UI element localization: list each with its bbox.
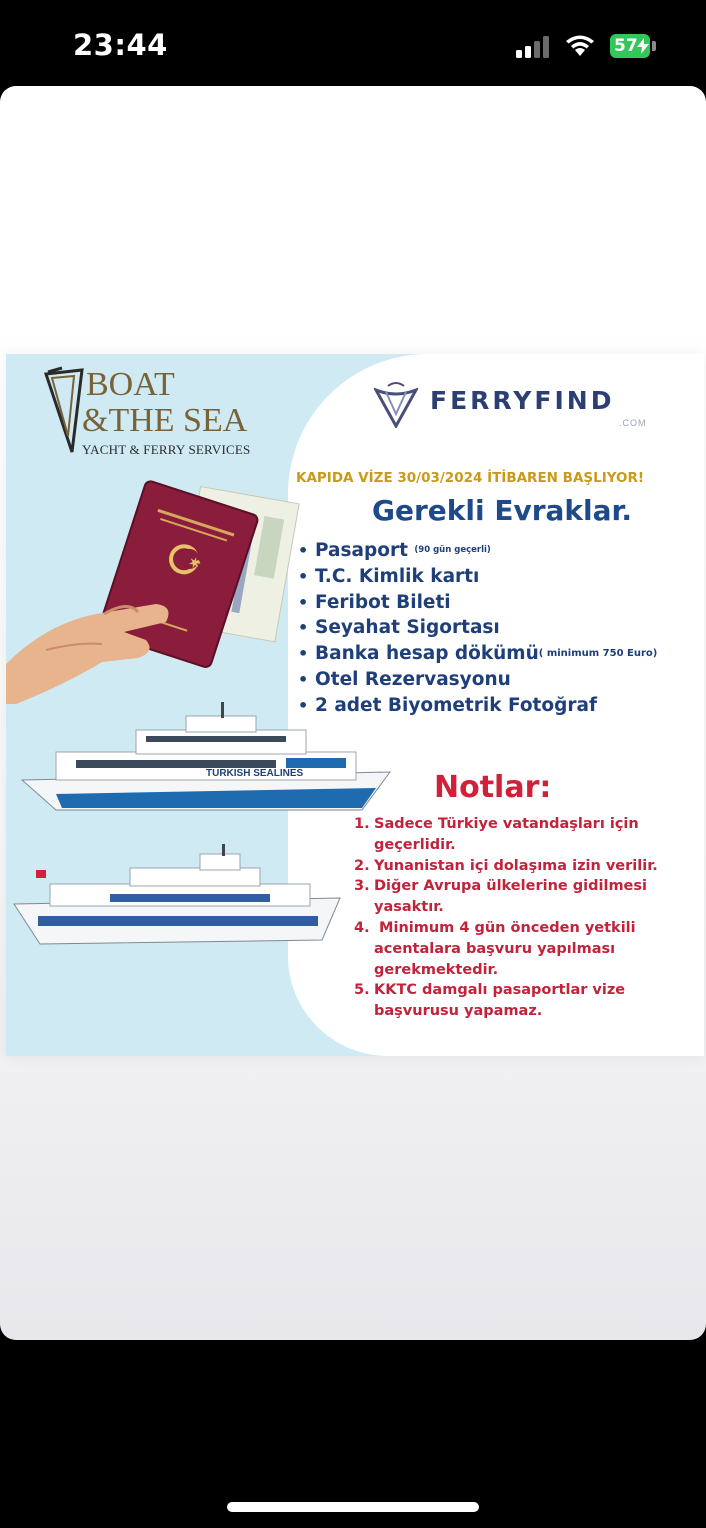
list-item: • 2 adet Biyometrik Fotoğraf (298, 693, 657, 719)
announcement-text: KAPIDA VİZE 30/03/2024 İTİBAREN BAŞLIYOR! (296, 470, 645, 486)
list-item: • Pasaport (90 gün geçerli) (298, 538, 657, 564)
logo-text-line2: &THE SEA (82, 402, 248, 439)
list-item: • Banka hesap dökümü( minimum 750 Euro) (298, 641, 657, 667)
notes-list (354, 814, 704, 1022)
battery-cap (652, 41, 656, 51)
list-item: • Feribot Bileti (298, 590, 657, 616)
documents-list (298, 538, 657, 719)
battery-level: 57 (614, 36, 638, 56)
cellular-signal-icon (516, 36, 552, 58)
logo-subtitle: YACHT & FERRY SERVICES (82, 442, 251, 457)
list-item: 2. Yunanistan içi dolaşıma izin verilir. (354, 857, 658, 874)
list-item: • Otel Rezervasyonu (298, 667, 657, 693)
list-item: 1. Sadece Türkiye vatandaşları için geçerlidir. (354, 816, 639, 853)
home-indicator[interactable] (227, 1502, 479, 1512)
ferryfind-domain: .COM (619, 418, 647, 428)
ferryfind-emblem-icon (374, 380, 418, 428)
boat-and-the-sea-logo (42, 364, 292, 456)
logo-text-line1: BOAT (86, 366, 175, 403)
documents-title: Gerekli Evraklar. (372, 494, 632, 527)
ferry-ship-illustration (10, 844, 350, 954)
passport-hand-illustration (6, 454, 306, 704)
ship-name-label: TURKISH SEALINES (206, 768, 304, 779)
notes-title: Notlar: (434, 770, 552, 805)
visa-flyer-image (6, 354, 704, 1056)
ferryfind-wordmark: FERRYFIND (430, 386, 615, 415)
image-viewer-sheet[interactable] (0, 86, 706, 1340)
charging-bolt-icon (636, 38, 650, 54)
list-item: • Seyahat Sigortası (298, 615, 657, 641)
list-item: 4. Minimum 4 gün önceden yetkili acentalara başvuru yapılması gerekmektedir. (354, 919, 636, 978)
ferry-ship-illustration (16, 702, 396, 822)
list-item: 3. Diğer Avrupa ülkelerine gidilmesi yasaktır. (354, 878, 647, 916)
list-item: 5. KKTC damgalı pasaportlar vize başvurusu yapamaz. (354, 982, 626, 1020)
status-time: 23:44 (73, 28, 168, 62)
wifi-icon (565, 34, 595, 58)
list-item: • T.C. Kimlik kartı (298, 564, 657, 590)
ferryfind-logo (374, 380, 694, 434)
status-bar (0, 0, 706, 86)
